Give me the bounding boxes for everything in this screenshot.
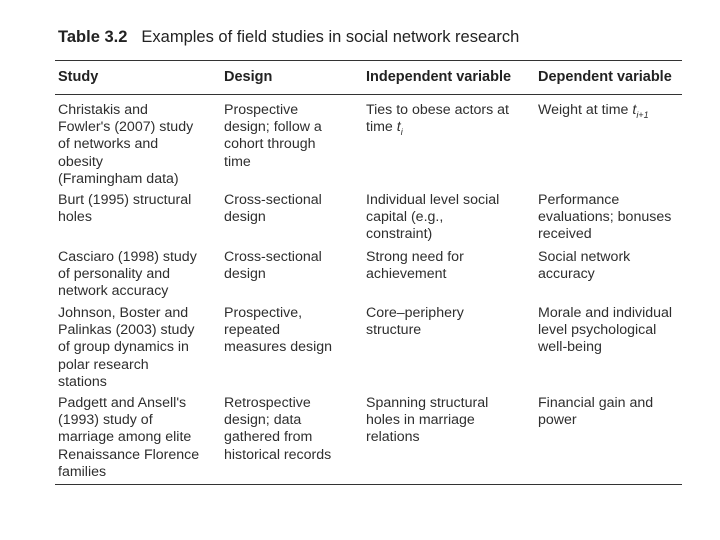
cell-design-row-2: Cross-sectional design [224,192,322,226]
cell-independent-row-5: Spanning structural holes in marriage relations [366,395,489,446]
time-variable: t [396,119,401,136]
cell-design-row-1: Prospective design; follow a cohort through time [224,102,322,170]
table-number: Table 3.2 [58,28,128,46]
cell-independent-row-2: Individual level social capital (e.g., constraint) [366,192,500,243]
bottom-rule [55,484,682,485]
header-rule [55,94,682,95]
dependent-text: Weight at time [538,102,633,118]
cell-design-row-3: Cross-sectional design [224,249,322,283]
top-rule [55,60,682,61]
cell-independent-row-1 [366,102,532,137]
column-header-independent-variable: Independent variable [366,69,512,85]
column-header-dependent-variable: Dependent variable [538,69,672,85]
cell-study-row-1: Christakis and Fowler's (2007) study of networks and obesity (Framingham data) [58,102,194,187]
cell-study-row-2: Burt (1995) structural holes [58,192,192,226]
cell-independent-row-4: Core–periphery structure [366,305,464,339]
cell-design-row-4: Prospective, repeated measures design [224,305,333,356]
table-caption [58,28,519,47]
cell-dependent-row-5: Financial gain and power [538,395,654,429]
cell-study-row-5: Padgett and Ansell's (1993) study of marriage among elite Renaissance Florence families [58,395,200,480]
cell-dependent-row-4: Morale and individual level psychological well-being [538,305,673,356]
cell-design-row-5: Retrospective design; data gathered from historical records [224,395,332,463]
independent-text: Ties to obese actors at time [366,102,509,136]
table-title: Examples of field studies in social network research [141,28,520,46]
cell-dependent-row-1 [538,102,684,120]
cell-dependent-row-2: Performance evaluations; bonuses received [538,192,672,243]
time-subscript: i+1 [636,110,649,120]
time-subscript: i [400,127,403,138]
time-variable: t [632,102,637,118]
cell-study-row-3: Casciaro (1998) study of personality and network accuracy [58,249,197,300]
cell-study-row-4: Johnson, Boster and Palinkas (2003) study of group dynamics in polar research stations [58,305,195,390]
cell-dependent-row-3: Social network accuracy [538,249,631,283]
cell-independent-row-3: Strong need for achievement [366,249,464,283]
column-header-design: Design [224,69,273,85]
column-header-study: Study [58,69,99,85]
